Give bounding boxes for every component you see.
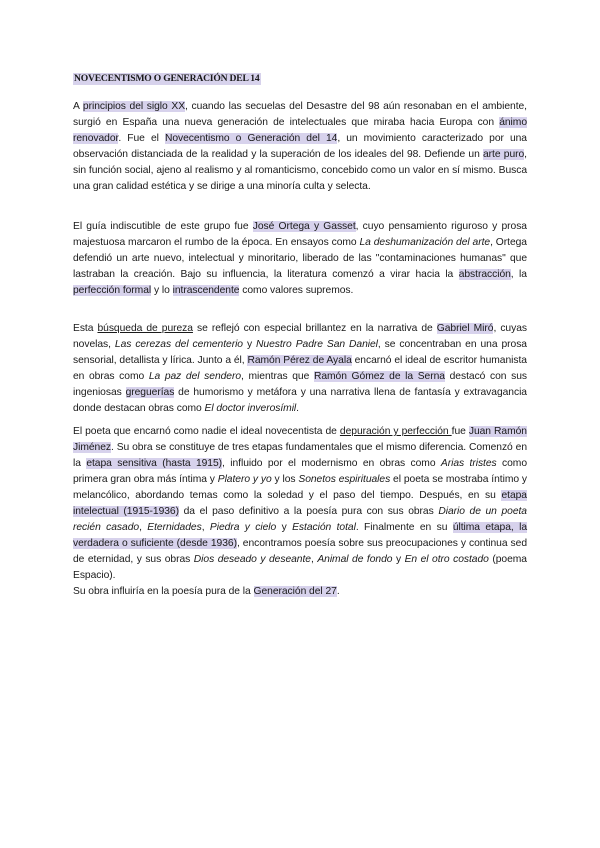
text-run: A bbox=[73, 101, 83, 112]
text-run: . bbox=[336, 586, 340, 597]
text-run: , sin función social, ajeno al realismo y al romanticismo, concebido como un valor en sí mismo. Busca una gran calidad estética y se dirige a una minoría culta y selecta. bbox=[73, 149, 527, 192]
title-italic: Diario de un poeta recién casado bbox=[73, 506, 527, 533]
text-run: y los bbox=[271, 474, 299, 485]
paragraph-ortega bbox=[73, 219, 527, 299]
highlighted-text: última etapa, la verdadera o suficiente (desde 1936) bbox=[73, 522, 528, 549]
title-italic: Platero y yo bbox=[217, 474, 272, 485]
text-run: , mientras que bbox=[241, 371, 314, 382]
title-italic: La deshumanización del arte bbox=[359, 237, 491, 248]
highlighted-text: perfección formal bbox=[73, 285, 152, 296]
text-run: , Ortega defendió un arte nuevo, intelectual y minoritario, liberado de las "contaminaciones humanas" que lastraban la creación. Bajo su influencia, la literatura comenzó a virar hacia la bbox=[73, 237, 527, 280]
text-run: como valores supremos. bbox=[239, 285, 354, 296]
text-run: , la bbox=[510, 269, 527, 280]
highlighted-text: arte puro bbox=[482, 149, 525, 160]
text-run: . bbox=[296, 403, 299, 414]
text-run: , cuyo pensamiento riguroso y prosa majestuosa marcaron el rumbo de la época. En ensayos como bbox=[73, 221, 527, 248]
text-run: , se concentraban en una prosa sensorial, detallista y lírica. Junto a él, bbox=[73, 339, 527, 366]
text-run: , cuyas novelas, bbox=[73, 323, 527, 350]
title-italic: Las cerezas del cementerio bbox=[114, 339, 243, 350]
text-run: , influido por el modernismo en obras como bbox=[222, 458, 441, 469]
title-italic: Piedra y cielo bbox=[209, 522, 277, 533]
highlighted-text: Generación del 27 bbox=[253, 586, 337, 597]
paragraph-juan-ramon bbox=[73, 424, 527, 600]
text-run: y bbox=[276, 522, 293, 533]
highlighted-text: principios del siglo XX bbox=[82, 101, 186, 112]
title-italic: Sonetos espirituales bbox=[298, 474, 391, 485]
text-run: , un movimiento caracterizado por una observación distanciada de la realidad y la superación de los ideales del 98. Defiende un bbox=[73, 133, 527, 160]
underlined-text: depuración y perfección bbox=[339, 426, 452, 437]
title-italic: Estación total bbox=[292, 522, 356, 533]
highlighted-text: intrascendente bbox=[172, 285, 240, 296]
paragraph-intro bbox=[73, 99, 527, 195]
highlighted-text: Ramón Pérez de Ayala bbox=[247, 355, 352, 366]
text-run: . Su obra se constituye de tres etapas fundamentales que el mismo diferencia. Comenzó en la bbox=[73, 442, 527, 469]
text-run: El guía indiscutible de este grupo fue bbox=[73, 221, 253, 232]
highlighted-text: Ramón Gómez de la Serna bbox=[313, 371, 445, 382]
text-run: se reflejó con especial brillantez en la narrativa de bbox=[192, 323, 437, 334]
highlighted-text: ánimo renovador bbox=[73, 117, 527, 144]
title-italic: Arias tristes bbox=[440, 458, 497, 469]
highlighted-text: José Ortega y Gasset bbox=[252, 221, 356, 232]
title-italic: La paz del sendero bbox=[148, 371, 242, 382]
text-run: Esta bbox=[73, 323, 98, 334]
document-title: NOVECENTISMO O GENERACIÓN DEL 14 bbox=[74, 73, 260, 84]
text-run: como primera gran obra más íntima y bbox=[73, 458, 527, 485]
title-italic: Animal de fondo bbox=[317, 554, 393, 565]
text-run: y bbox=[243, 339, 257, 350]
text-run: , bbox=[310, 554, 318, 565]
text-run: , bbox=[201, 522, 210, 533]
text-run: encarnó el ideal de escritor humanista en obras como bbox=[73, 355, 527, 382]
highlighted-text: etapa intelectual (1915-1936) bbox=[73, 490, 527, 517]
text-run: . Fue el bbox=[118, 133, 165, 144]
text-run: (poema Espacio). bbox=[73, 554, 527, 581]
title-italic: En el otro costado bbox=[404, 554, 489, 565]
text-run: , encontramos poesía sobre sus preocupaciones y continua sed de eternidad, y sus obras bbox=[73, 538, 527, 565]
highlighted-text: Gabriel Miró bbox=[436, 323, 494, 334]
highlighted-text: Novecentismo o Generación del 14 bbox=[164, 133, 338, 144]
text-run: y bbox=[392, 554, 405, 565]
text-run: , cuando las secuelas del Desastre del 98 aún resonaban en el ambiente, surgió en España una nueva generación de intelectuales que miraba hacia Europa con bbox=[73, 101, 527, 128]
highlighted-text: greguerías bbox=[125, 387, 175, 398]
title-italic: El doctor inverosímil bbox=[204, 403, 297, 414]
text-run: da el paso definitivo a la poesía pura con sus obras bbox=[178, 506, 439, 517]
paragraph-narrativa bbox=[73, 321, 527, 417]
text-run: , bbox=[139, 522, 148, 533]
text-run: de humorismo y metáfora y una narrativa llena de fantasía y extravagancia donde destacan obras como bbox=[73, 387, 527, 414]
text-run: . Finalmente en su bbox=[355, 522, 453, 533]
underlined-text: búsqueda de pureza bbox=[97, 323, 193, 334]
highlighted-text: etapa sensitiva (hasta 1915) bbox=[86, 458, 223, 469]
text-run: destacó con sus ingeniosas bbox=[73, 371, 527, 398]
highlighted-text: Juan Ramón Jiménez bbox=[73, 426, 527, 453]
text-run: Su obra influiría en la poesía pura de la bbox=[73, 586, 254, 597]
highlighted-text: abstracción bbox=[458, 269, 511, 280]
title-italic: Dios deseado y deseante bbox=[193, 554, 311, 565]
title-italic: Eternidades bbox=[147, 522, 202, 533]
text-run: el poeta se mostraba íntimo y melancólico, abordando temas como la soledad y el paso del tiempo. Después, en su bbox=[73, 474, 527, 501]
title-italic: Nuestro Padre San Daniel bbox=[256, 339, 378, 350]
text-run: El poeta que encarnó como nadie el ideal novecentista de bbox=[73, 426, 340, 437]
text-run: y lo bbox=[151, 285, 173, 296]
text-run: fue bbox=[451, 426, 469, 437]
